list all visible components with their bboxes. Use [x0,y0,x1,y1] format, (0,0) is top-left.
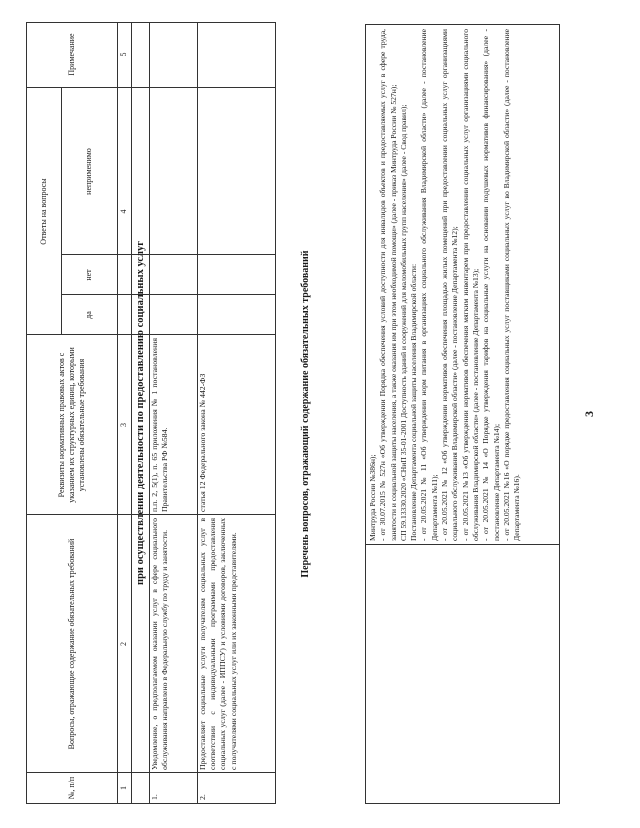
continuation-text [368,29,558,541]
continuation-line: СП 59.13330.2020 «СНиП 35-01-2001 Доступность зданий и сооружений для маломобильных групп населения» (далее - Свод правил); [398,104,408,541]
header-questions: Вопросы, отражающие содержание обязательных требований [67,538,76,750]
section-heading: Перечень вопросов, отражающий содержание обязательных требований [300,250,311,578]
page-number: 3 [582,411,596,417]
continuation-line: - от 20.05.2021 №13 «Об утверждении нормативов обеспечения мягким инвентарем при предоставлении социальных услуг организациями социального обслуживания Владимирской области» (далее - постановление Департамента №13); [460,29,480,541]
header-not-applicable: неприменимо [84,148,93,195]
header-no: нет [84,269,93,281]
section-title: при осуществлении деятельности по предоставлению социальных услуг [134,241,146,585]
column-number: 2 [119,642,128,646]
continuation-line: Постановление Департамента социальной защиты населения Владимирской области: [409,263,419,541]
continuation-empty-cell [366,544,559,803]
continuation-line: - от 30.07.2015 № 527н «Об утверждении Порядка обеспечения условий доступности для инвалидов объектов и предоставляемых услуг в сфере труда, занятости и социальной защиты населения, а также оказания им при этом необходимой помощи» (далее - приказ Минтруда России № 527н); [378,29,398,541]
header-requisites: Реквизиты нормативных правовых актов с указанием их структурных единиц, которыми установлены обязательные требования [57,347,86,503]
continuation-line: Минтруда России №386н); [368,454,377,541]
continuation-line: - от 20.05.2021 № 14 «О Порядке утверждения тарифов на социальные услуги на основании подушевых нормативов финансирования» (далее - постановление Департамента №14); [481,29,501,541]
continuation-table [365,24,560,804]
row-number: 2. [198,794,207,800]
column-number: 3 [119,423,128,427]
header-note: Примечание [67,33,76,76]
row-requisite: статья 12 Федерального закона № 442-ФЗ [198,373,207,512]
row-number: 1. [150,794,159,800]
continuation-line: - от 20.05.2021 №16 «О порядке предоставления социальных услуг поставщиками социальных услуг во Владимирской области» (далее - постановление Департамента №16). [501,29,522,541]
header-answers: Ответы на вопросы [39,178,48,245]
column-number: 1 [119,786,128,790]
header-yes: да [84,311,93,319]
row-question: Уведомление, о предполагаемом оказании услуг в сфере социального обслуживания направлено в Федеральную службу по труду и занятости. [150,518,170,770]
continuation-line: - от 20.05.2021 № 12 «Об утверждении нормативов обеспечения площадью жилых помещений при предоставлении социальных услуг организациями социального обслуживания Владимирской области» (далее - постановление Департамента №12); [440,29,460,541]
column-number: 4 [119,209,128,214]
row-question: Предоставляет социальные услуги получателям социальных услуг в соответствии с индивидуальными программами предоставления социальных услуг (далее - ИППСУ) и условиями договоров, заключенных с получателями социальных услуг или их законными представителями. [198,518,238,770]
header-num: №, п/п [67,776,76,800]
requirements-table [26,22,276,804]
column-number: 5 [119,52,128,57]
continuation-line: - от 20.05.2021 № 11 «Об утверждении норм питания в организациях социального обслуживания Владимирской области» (далее - постановление Департамента №11); [419,29,439,541]
row-requisite: п.п. 2, 5(1), п. 65 приложения № 1 постановления Правительства РФ №584. [150,338,170,512]
